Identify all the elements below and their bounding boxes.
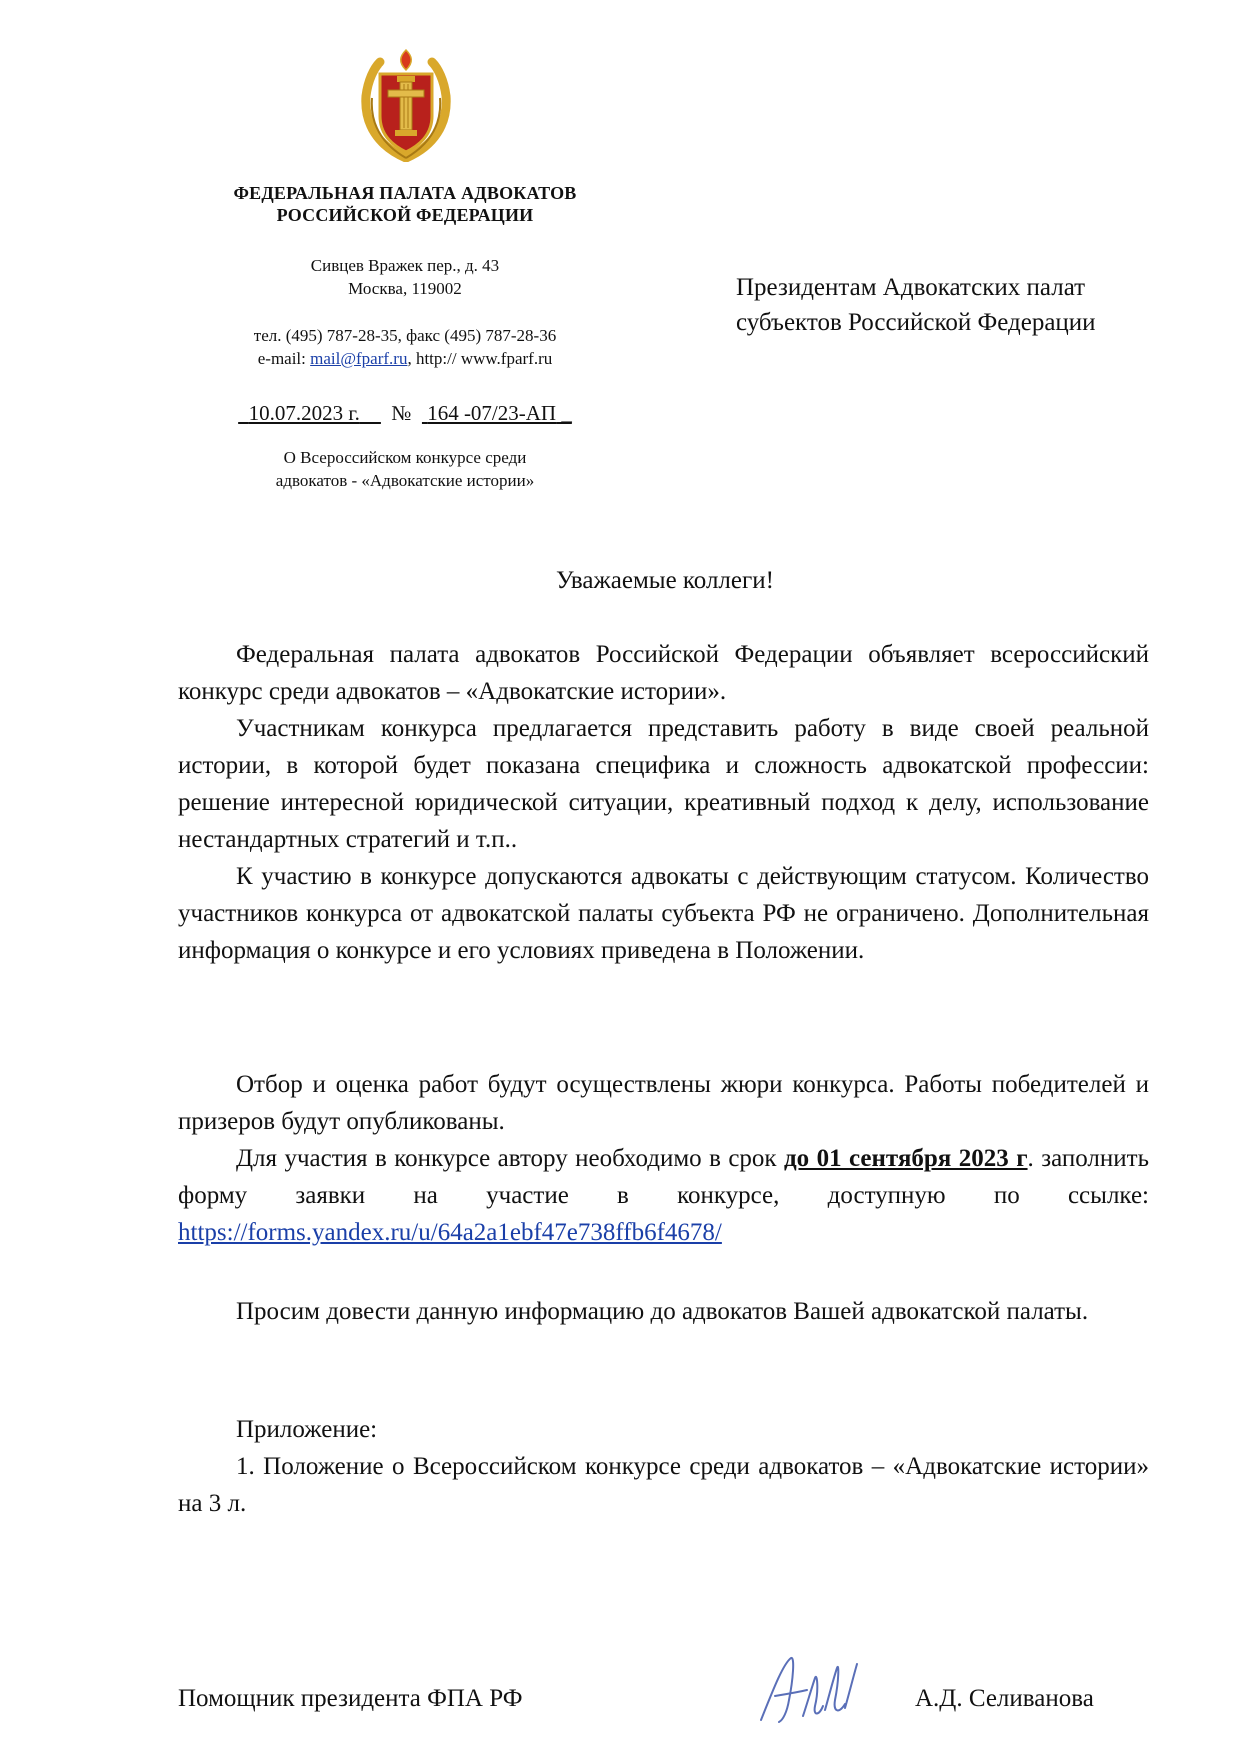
paragraph-1: Федеральная палата адвокатов Российской Федерации объявляет всероссийский конкурс среди адвокатов – «Адвокатские истории». (178, 641, 1149, 705)
subject-line1: О Всероссийском конкурсе среди (283, 448, 527, 467)
registration-line (160, 400, 650, 426)
paragraph-3: К участию в конкурсе допускаются адвокаты с действующим статусом. Количество участников конкурса от адвокатской палаты субъекта РФ не ограничено. Дополнительная информация о конкурсе и его условиях приведена в Положении. (178, 863, 1149, 964)
body-block-2 (178, 1066, 1149, 1251)
fpa-emblem-icon (360, 46, 452, 162)
email-website-line (160, 347, 650, 370)
attachment-item: 1. Положение о Всероссийском конкурсе среди адвокатов – «Адвокатские истории» на 3 л. (178, 1453, 1149, 1517)
number-label: № (391, 401, 412, 425)
application-form-link[interactable]: https://forms.yandex.ru/u/64a2a1ebf47e738ffb6f4678/ (178, 1219, 722, 1246)
email-link[interactable]: mail@fparf.ru (310, 349, 408, 368)
body-block-3 (178, 1293, 1149, 1330)
paragraph-4: Отбор и оценка работ будут осуществлены жюри конкурса. Работы победителей и призеров будут опубликованы. (178, 1071, 1149, 1135)
document-number: 164 -07/23-АП _ (427, 401, 572, 425)
subject-line2: адвокатов - «Адвокатские истории» (275, 471, 535, 490)
organization-contacts (160, 324, 650, 370)
organization-address (160, 254, 650, 300)
paragraph-5-start: Для участия в конкурсе автору необходимо в срок (236, 1145, 784, 1172)
greeting: Уважаемые коллеги! (556, 567, 774, 594)
body-block-1 (178, 636, 1149, 969)
paragraph-5-end: . заполнить форму заявки на участие в конкурсе, доступную по ссылке: (178, 1145, 1149, 1209)
organization-name (160, 182, 650, 226)
attachments-block (178, 1411, 1149, 1522)
deadline-date: до 01 сентября 2023 г (784, 1145, 1028, 1172)
paragraph-2: Участникам конкурса предлагается представить работу в виде своей реальной истории, в которой будет показана специфика и сложность адвокатской профессии: решение интересной юридической ситуации, креативный подход к делу, использование нестандартных стратегий и т.п.. (178, 715, 1149, 853)
attachment-label: Приложение: (236, 1416, 378, 1443)
address-street: Сивцев Вражек пер., д. 43 (310, 256, 500, 275)
paragraph-6: Просим довести данную информацию до адвокатов Вашей адвокатской палаты. (236, 1298, 1089, 1325)
recipient-line2: субъектов Российской Федерации (736, 309, 1096, 336)
document-date: 10.07.2023 г. (248, 401, 360, 425)
signer-title: Помощник президента ФПА РФ (178, 1685, 523, 1712)
address-city: Москва, 119002 (348, 279, 462, 298)
website-text: , http:// www.fparf.ru (407, 349, 553, 368)
email-prefix: e-mail: (257, 349, 311, 368)
paragraph-5 (178, 1140, 1149, 1251)
letter-subject (160, 446, 650, 492)
organization-name-line2: РОССИЙСКОЙ ФЕДЕРАЦИИ (276, 205, 534, 225)
organization-name-line1: ФЕДЕРАЛЬНАЯ ПАЛАТА АДВОКАТОВ (233, 183, 577, 203)
phone-fax: тел. (495) 787-28-35, факс (495) 787-28-36 (253, 326, 557, 345)
handwritten-signature-icon (753, 1650, 863, 1728)
signer-name: А.Д. Селиванова (915, 1685, 1094, 1712)
recipient-line1: Президентам Адвокатских палат (736, 274, 1086, 301)
signature-row (178, 1650, 1149, 1730)
recipient-block (736, 270, 1206, 340)
